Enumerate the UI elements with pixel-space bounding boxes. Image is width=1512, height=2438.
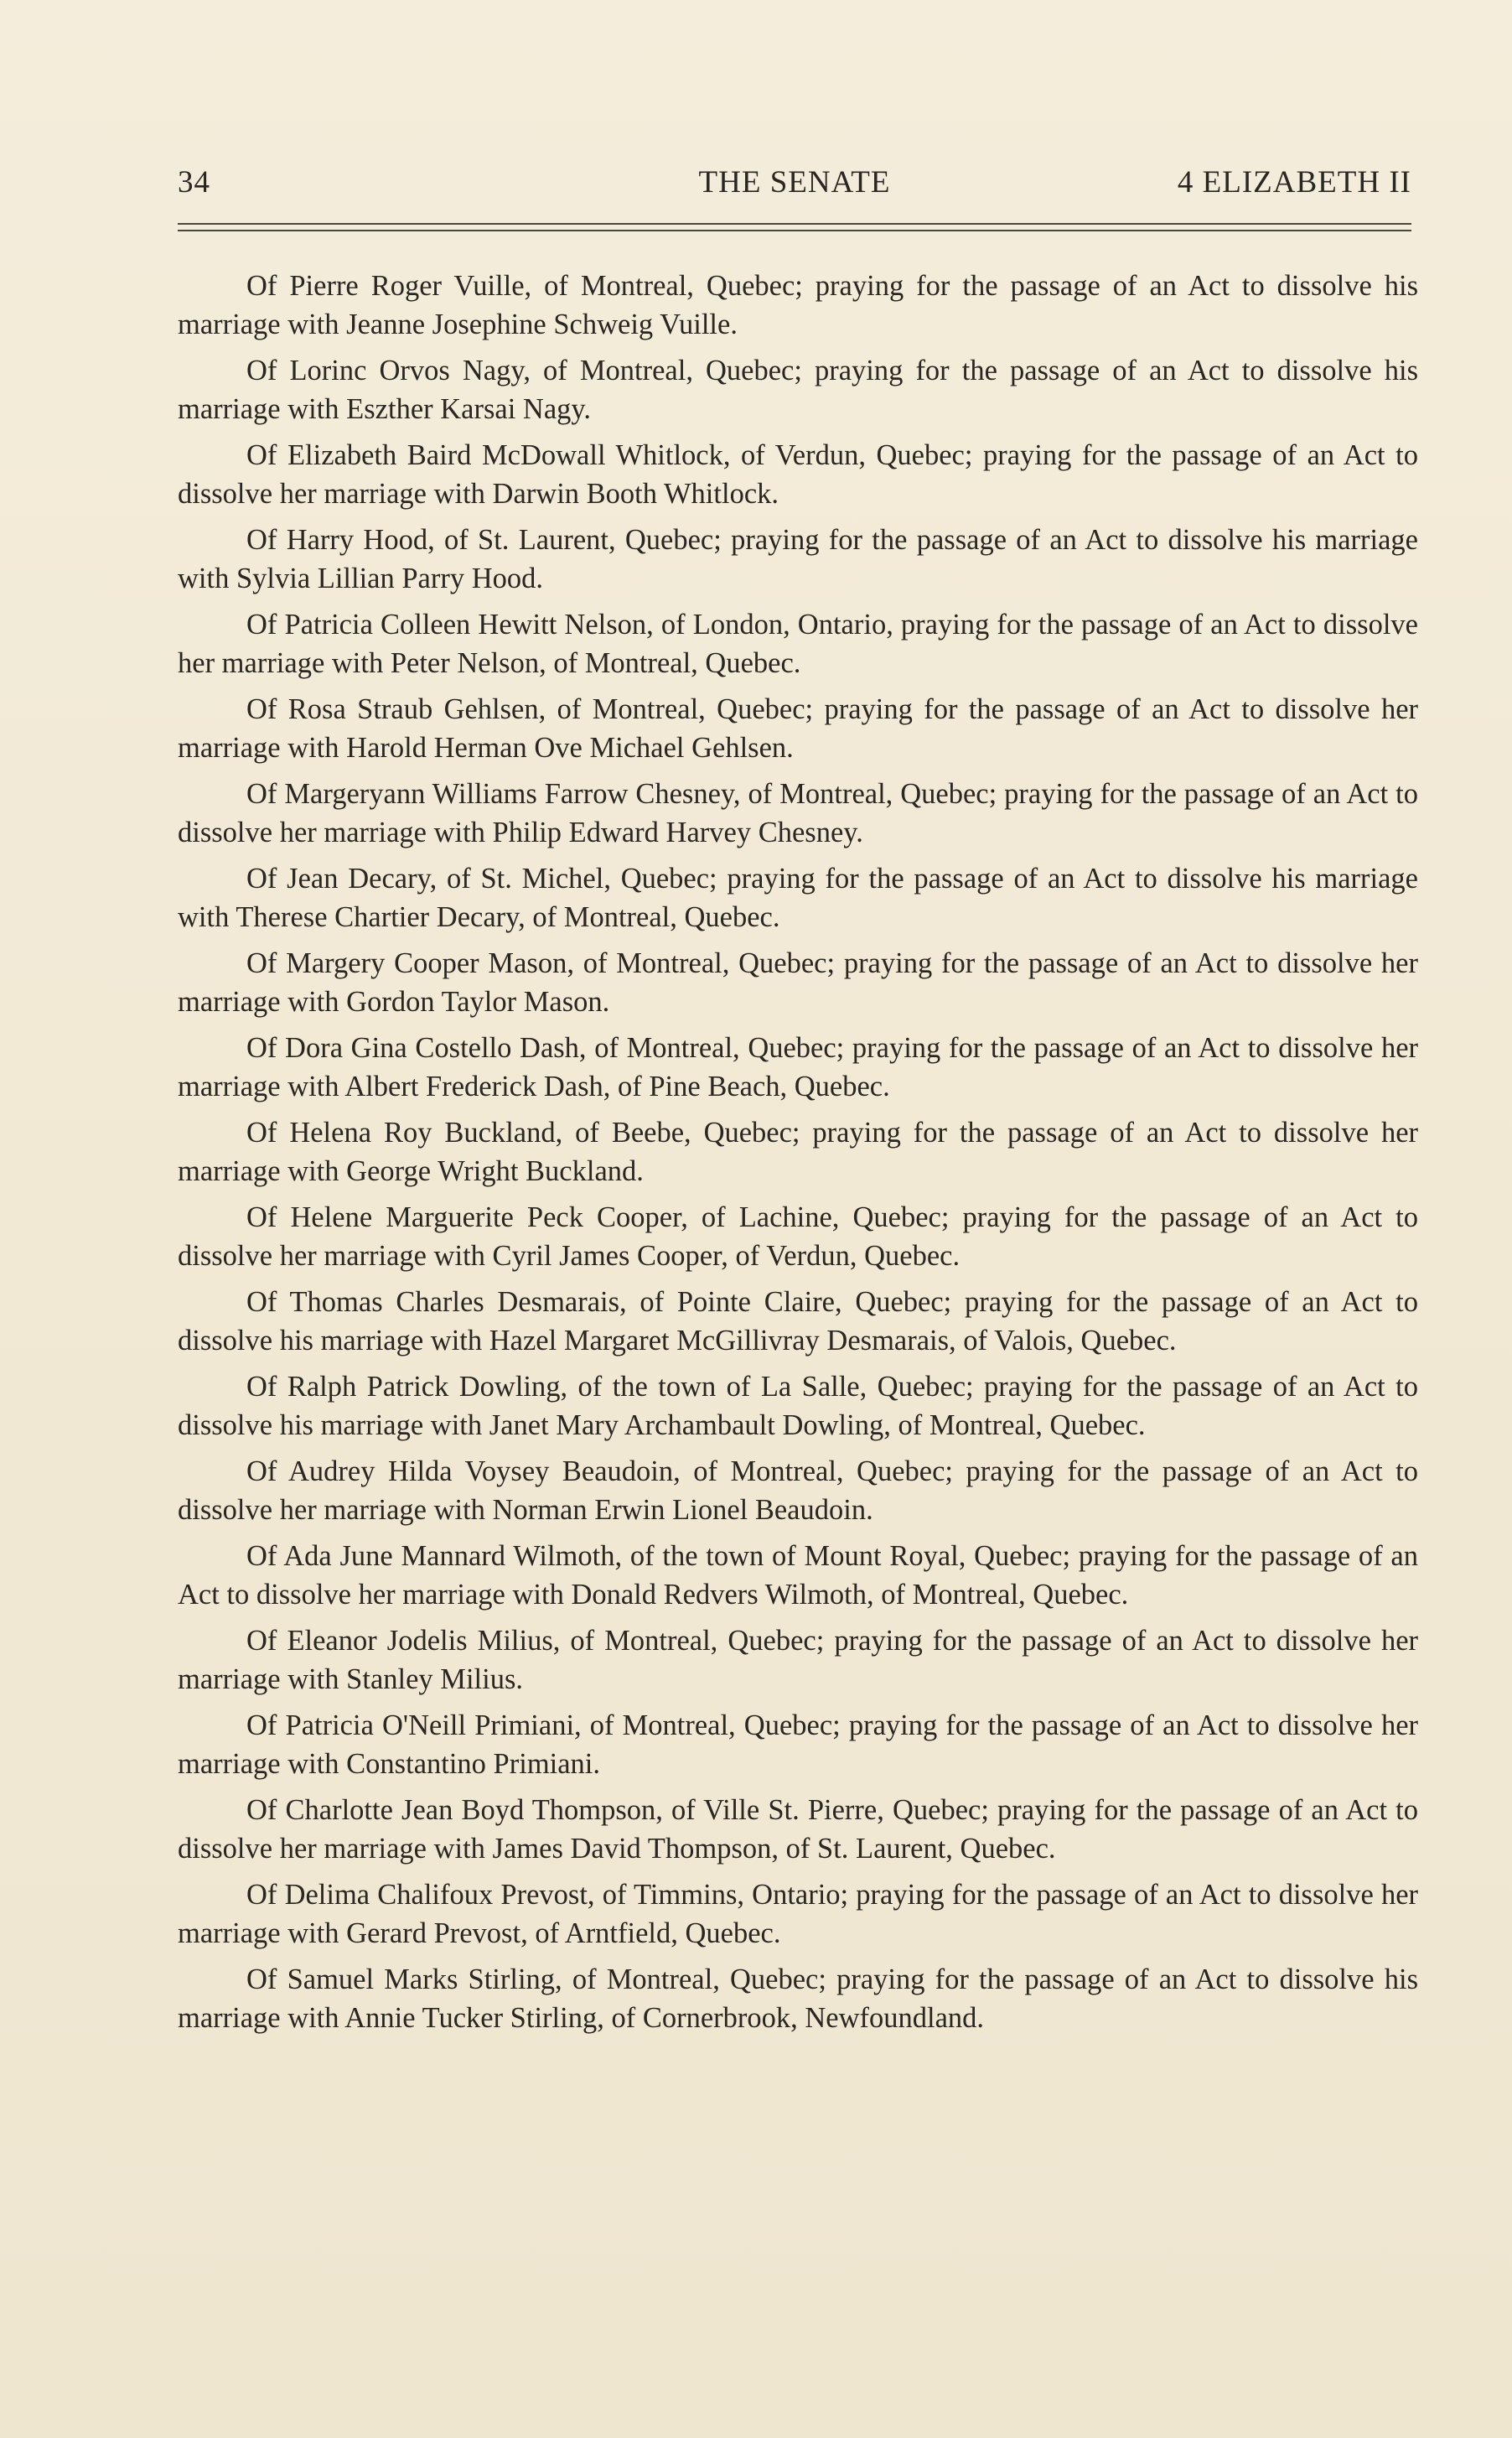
petition-entry: Of Delima Chalifoux Prevost, of Timmins, Ontario; praying for the passage of an Act to dissolve her marriage with Gerard Prevost, of Arntfield, Quebec. [178,1879,1418,1949]
petition-entry: Of Elizabeth Baird McDowall Whitlock, of Verdun, Quebec; praying for the passage of an Act to dissolve her marriage with Darwin Booth Whitlock. [178,439,1418,510]
petition-entry: Of Harry Hood, of St. Laurent, Quebec; praying for the passage of an Act to dissolve his marriage with Sylvia Lillian Parry Hood. [178,524,1418,594]
petition-entry: Of Lorinc Orvos Nagy, of Montreal, Quebec; praying for the passage of an Act to dissolve his marriage with Eszther Karsai Nagy. [178,355,1418,425]
petition-list [178,267,1418,2045]
petition-entry: Of Margeryann Williams Farrow Chesney, of Montreal, Quebec; praying for the passage of an Act to dissolve her marriage with Philip Edward Harvey Chesney. [178,778,1418,848]
petition-entry: Of Ada June Mannard Wilmoth, of the town of Mount Royal, Quebec; praying for the passage of an Act to dissolve her marriage with Donald Redvers Wilmoth, of Montreal, Quebec. [178,1540,1418,1611]
petition-entry: Of Pierre Roger Vuille, of Montreal, Quebec; praying for the passage of an Act to dissolve his marriage with Jeanne Josephine Schweig Vuille. [178,270,1418,340]
petition-entry: Of Patricia O'Neill Primiani, of Montreal, Quebec; praying for the passage of an Act to dissolve her marriage with Constantino Primiani. [178,1709,1418,1780]
petition-entry: Of Margery Cooper Mason, of Montreal, Quebec; praying for the passage of an Act to dissolve her marriage with Gordon Taylor Mason. [178,947,1418,1018]
petition-entry: Of Audrey Hilda Voysey Beaudoin, of Montreal, Quebec; praying for the passage of an Act to dissolve her marriage with Norman Erwin Lionel Beaudoin. [178,1455,1418,1526]
petition-entry: Of Thomas Charles Desmarais, of Pointe Claire, Quebec; praying for the passage of an Act to dissolve his marriage with Hazel Margaret McGillivray Desmarais, of Valois, Quebec. [178,1286,1418,1356]
petition-entry: Of Helene Marguerite Peck Cooper, of Lachine, Quebec; praying for the passage of an Act to dissolve her marriage with Cyril James Cooper, of Verdun, Quebec. [178,1201,1418,1272]
running-header [178,164,1411,206]
header-title: THE SENATE [698,165,891,200]
petition-entry: Of Rosa Straub Gehlsen, of Montreal, Quebec; praying for the passage of an Act to dissolve her marriage with Harold Herman Ove Michael Gehlsen. [178,693,1418,764]
petition-entry: Of Ralph Patrick Dowling, of the town of La Salle, Quebec; praying for the passage of an Act to dissolve his marriage with Janet Mary Archambault Dowling, of Montreal, Quebec. [178,1371,1418,1441]
petition-entry: Of Patricia Colleen Hewitt Nelson, of London, Ontario, praying for the passage of an Act to dissolve her marriage with Peter Nelson, of Montreal, Quebec. [178,609,1418,679]
header-rule-bottom [178,230,1411,231]
petition-entry: Of Charlotte Jean Boyd Thompson, of Ville St. Pierre, Quebec; praying for the passage of an Act to dissolve her marriage with James David Thompson, of St. Laurent, Quebec. [178,1794,1418,1865]
regnal-year: 4 ELIZABETH II [1177,165,1411,200]
petition-entry: Of Samuel Marks Stirling, of Montreal, Quebec; praying for the passage of an Act to dissolve his marriage with Annie Tucker Stirling, of Cornerbrook, Newfoundland. [178,1963,1418,2034]
page-number: 34 [178,165,210,200]
header-rule-top [178,223,1411,225]
petition-entry: Of Dora Gina Costello Dash, of Montreal, Quebec; praying for the passage of an Act to dissolve her marriage with Albert Frederick Dash, of Pine Beach, Quebec. [178,1032,1418,1102]
petition-entry: Of Eleanor Jodelis Milius, of Montreal, Quebec; praying for the passage of an Act to dissolve her marriage with Stanley Milius. [178,1625,1418,1695]
petition-entry: Of Jean Decary, of St. Michel, Quebec; praying for the passage of an Act to dissolve his marriage with Therese Chartier Decary, of Montreal, Quebec. [178,863,1418,933]
petition-entry: Of Helena Roy Buckland, of Beebe, Quebec; praying for the passage of an Act to dissolve her marriage with George Wright Buckland. [178,1117,1418,1187]
